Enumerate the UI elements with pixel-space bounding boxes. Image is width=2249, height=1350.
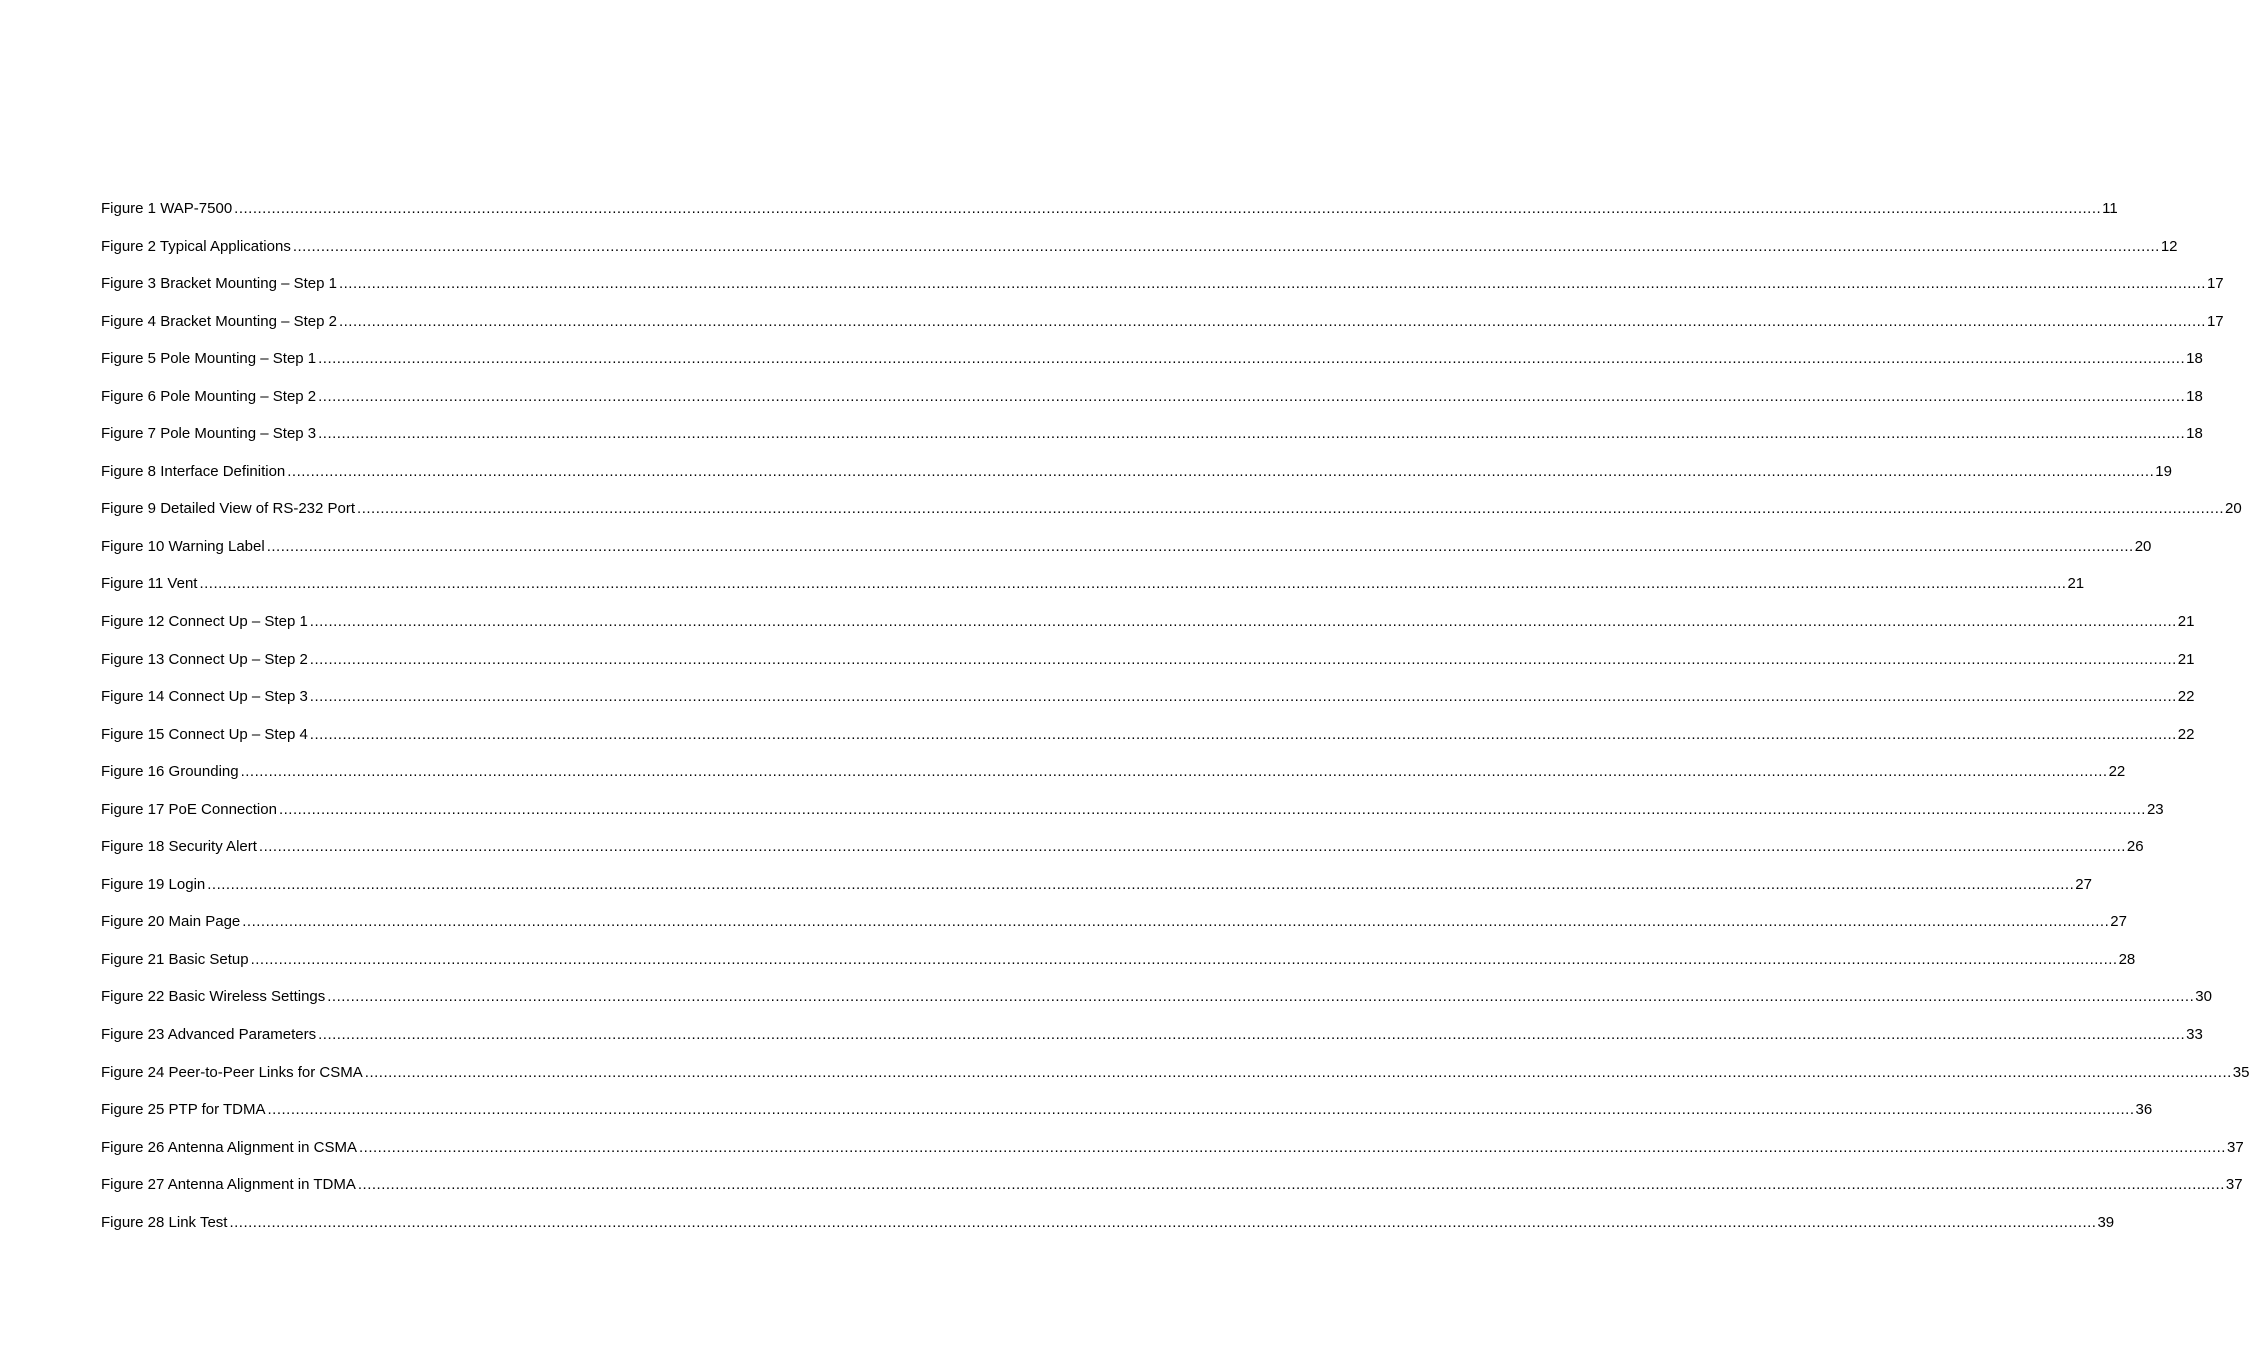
- toc-entry[interactable]: [101, 1136, 2244, 1174]
- toc-entry-title: Figure 1 WAP-7500: [101, 200, 233, 217]
- toc-dot-leader: ................................................................................................................................................................................................................................................................................................................................................................................................................: [327, 988, 2195, 1006]
- toc-entry-title: Figure 14 Connect Up – Step 3: [101, 688, 308, 706]
- toc-entry[interactable]: [101, 1023, 2203, 1061]
- toc-dot-leader: ................................................................................................................................................................................................................................................................................................................................................................................................................: [287, 462, 2155, 480]
- toc-dot-leader: ................................................................................................................................................................................................................................................................................................................................................................................................................: [199, 575, 2067, 593]
- toc-entry[interactable]: [101, 760, 2126, 798]
- toc-dot-leader: ................................................................................................................................................................................................................................................................................................................................................................................................................: [234, 200, 2102, 217]
- toc-entry[interactable]: [101, 610, 2195, 648]
- toc-entry-title: Figure 13 Connect Up – Step 2: [101, 650, 308, 668]
- toc-entry-page-number: 18: [2186, 350, 2203, 368]
- toc-entry[interactable]: [101, 1098, 2153, 1136]
- toc-entry[interactable]: [101, 798, 2164, 836]
- toc-dot-leader: ................................................................................................................................................................................................................................................................................................................................................................................................................: [292, 237, 2160, 255]
- toc-entry-page-number: 21: [2177, 650, 2195, 668]
- toc-entry-title: Figure 2 Typical Applications: [101, 237, 291, 255]
- toc-entry[interactable]: [101, 910, 2127, 948]
- toc-entry-page-number: 30: [2195, 988, 2212, 1006]
- toc-dot-leader: ................................................................................................................................................................................................................................................................................................................................................................................................................: [338, 312, 2206, 330]
- toc-entry[interactable]: [101, 685, 2195, 723]
- toc-entry[interactable]: [101, 1211, 2115, 1249]
- toc-dot-leader: ................................................................................................................................................................................................................................................................................................................................................................................................................: [229, 1213, 2097, 1231]
- toc-entry-page-number: 22: [2177, 688, 2195, 706]
- toc-entry[interactable]: [101, 235, 2178, 273]
- toc-entry[interactable]: [101, 948, 2136, 986]
- toc-entry-page-number: 17: [2206, 275, 2224, 293]
- toc-entry[interactable]: [101, 648, 2195, 686]
- toc-entry-page-number: 35: [2232, 1063, 2249, 1081]
- toc-dot-leader: ................................................................................................................................................................................................................................................................................................................................................................................................................: [358, 1138, 2226, 1156]
- toc-entry-title: Figure 7 Pole Mounting – Step 3: [101, 425, 317, 443]
- toc-dot-leader: ................................................................................................................................................................................................................................................................................................................................................................................................................: [318, 1026, 2186, 1044]
- toc-entry-page-number: 21: [2177, 613, 2195, 631]
- toc-entry-title: Figure 11 Vent: [101, 575, 198, 593]
- toc-dot-leader: ................................................................................................................................................................................................................................................................................................................................................................................................................: [309, 688, 2177, 706]
- toc-entry[interactable]: [101, 197, 2118, 235]
- toc-entry-page-number: 37: [2226, 1138, 2244, 1156]
- toc-entry-title: Figure 25 PTP for TDMA: [101, 1101, 266, 1119]
- toc-entry-title: Figure 6 Pole Mounting – Step 2: [101, 387, 317, 405]
- toc-entry-page-number: 18: [2186, 425, 2203, 443]
- toc-entry-page-number: 26: [2126, 838, 2144, 856]
- toc-entry-title: Figure 28 Link Test: [101, 1213, 228, 1231]
- toc-dot-leader: ................................................................................................................................................................................................................................................................................................................................................................................................................: [258, 838, 2126, 856]
- toc-entry-title: Figure 10 Warning Label: [101, 537, 265, 555]
- toc-entry[interactable]: [101, 985, 2212, 1023]
- toc-dot-leader: ................................................................................................................................................................................................................................................................................................................................................................................................................: [318, 425, 2186, 443]
- toc-entry-page-number: 36: [2135, 1101, 2153, 1119]
- toc-entry-title: Figure 19 Login: [101, 875, 206, 893]
- toc-dot-leader: ................................................................................................................................................................................................................................................................................................................................................................................................................: [267, 1101, 2135, 1119]
- toc-entry-title: Figure 3 Bracket Mounting – Step 1: [101, 275, 337, 293]
- toc-entry-page-number: 23: [2146, 800, 2164, 818]
- toc-entry-title: Figure 18 Security Alert: [101, 838, 257, 856]
- toc-dot-leader: ................................................................................................................................................................................................................................................................................................................................................................................................................: [240, 763, 2108, 781]
- list-of-figures: [101, 197, 2249, 1248]
- toc-entry-title: Figure 9 Detailed View of RS-232 Port: [101, 500, 356, 518]
- toc-dot-leader: ................................................................................................................................................................................................................................................................................................................................................................................................................: [309, 613, 2177, 631]
- toc-entry-page-number: 27: [2075, 875, 2092, 893]
- toc-entry-title: Figure 21 Basic Setup: [101, 950, 249, 968]
- toc-entry-page-number: 20: [2225, 500, 2242, 518]
- toc-dot-leader: ................................................................................................................................................................................................................................................................................................................................................................................................................: [278, 800, 2146, 818]
- toc-dot-leader: ................................................................................................................................................................................................................................................................................................................................................................................................................: [364, 1063, 2232, 1081]
- toc-entry[interactable]: [101, 385, 2203, 423]
- toc-entry-title: Figure 16 Grounding: [101, 763, 239, 781]
- toc-entry[interactable]: [101, 310, 2224, 348]
- toc-dot-leader: ................................................................................................................................................................................................................................................................................................................................................................................................................: [309, 725, 2177, 743]
- toc-dot-leader: ................................................................................................................................................................................................................................................................................................................................................................................................................: [242, 913, 2110, 931]
- toc-entry-page-number: 19: [2155, 462, 2172, 480]
- toc-entry-page-number: 21: [2067, 575, 2085, 593]
- toc-dot-leader: ................................................................................................................................................................................................................................................................................................................................................................................................................: [309, 650, 2177, 668]
- toc-entry-page-number: 33: [2186, 1026, 2203, 1044]
- toc-entry-title: Figure 22 Basic Wireless Settings: [101, 988, 326, 1006]
- toc-entry-title: Figure 12 Connect Up – Step 1: [101, 613, 308, 631]
- toc-dot-leader: ................................................................................................................................................................................................................................................................................................................................................................................................................: [357, 1176, 2225, 1194]
- toc-entry-title: Figure 27 Antenna Alignment in TDMA: [101, 1176, 356, 1194]
- toc-dot-leader: ................................................................................................................................................................................................................................................................................................................................................................................................................: [338, 275, 2206, 293]
- toc-entry-title: Figure 23 Advanced Parameters: [101, 1026, 317, 1044]
- toc-dot-leader: ................................................................................................................................................................................................................................................................................................................................................................................................................: [318, 387, 2186, 405]
- toc-entry-page-number: 17: [2206, 312, 2224, 330]
- toc-entry[interactable]: [101, 723, 2195, 761]
- toc-dot-leader: ................................................................................................................................................................................................................................................................................................................................................................................................................: [207, 875, 2075, 893]
- toc-entry[interactable]: [101, 1173, 2243, 1211]
- toc-entry-page-number: 11: [2102, 200, 2118, 217]
- toc-entry[interactable]: [101, 535, 2152, 573]
- toc-entry[interactable]: [101, 835, 2144, 873]
- toc-entry-page-number: 39: [2097, 1213, 2115, 1231]
- toc-entry[interactable]: [101, 497, 2242, 535]
- toc-dot-leader: ................................................................................................................................................................................................................................................................................................................................................................................................................: [357, 500, 2225, 518]
- toc-entry[interactable]: [101, 422, 2203, 460]
- toc-entry-page-number: 20: [2134, 537, 2152, 555]
- toc-entry-title: Figure 17 PoE Connection: [101, 800, 277, 818]
- toc-entry-title: Figure 5 Pole Mounting – Step 1: [101, 350, 317, 368]
- toc-dot-leader: ................................................................................................................................................................................................................................................................................................................................................................................................................: [250, 950, 2118, 968]
- toc-entry-page-number: 18: [2186, 387, 2203, 405]
- toc-entry[interactable]: [101, 1061, 2249, 1099]
- toc-entry-title: Figure 24 Peer-to-Peer Links for CSMA: [101, 1063, 363, 1081]
- toc-entry[interactable]: [101, 460, 2172, 498]
- toc-dot-leader: ................................................................................................................................................................................................................................................................................................................................................................................................................: [266, 537, 2134, 555]
- toc-entry-title: Figure 20 Main Page: [101, 913, 241, 931]
- toc-entry[interactable]: [101, 873, 2092, 911]
- toc-entry-page-number: 28: [2118, 950, 2136, 968]
- toc-entry-page-number: 27: [2110, 913, 2127, 931]
- toc-entry[interactable]: [101, 572, 2085, 610]
- toc-dot-leader: ................................................................................................................................................................................................................................................................................................................................................................................................................: [318, 350, 2186, 368]
- toc-entry-title: Figure 15 Connect Up – Step 4: [101, 725, 308, 743]
- toc-entry-title: Figure 26 Antenna Alignment in CSMA: [101, 1138, 357, 1156]
- toc-entry-title: Figure 8 Interface Definition: [101, 462, 286, 480]
- toc-entry[interactable]: [101, 347, 2203, 385]
- toc-entry-page-number: 37: [2225, 1176, 2243, 1194]
- toc-entry-page-number: 22: [2177, 725, 2195, 743]
- toc-entry-page-number: 22: [2108, 763, 2126, 781]
- toc-entry-page-number: 12: [2160, 237, 2178, 255]
- toc-entry[interactable]: [101, 272, 2224, 310]
- toc-entry-title: Figure 4 Bracket Mounting – Step 2: [101, 312, 337, 330]
